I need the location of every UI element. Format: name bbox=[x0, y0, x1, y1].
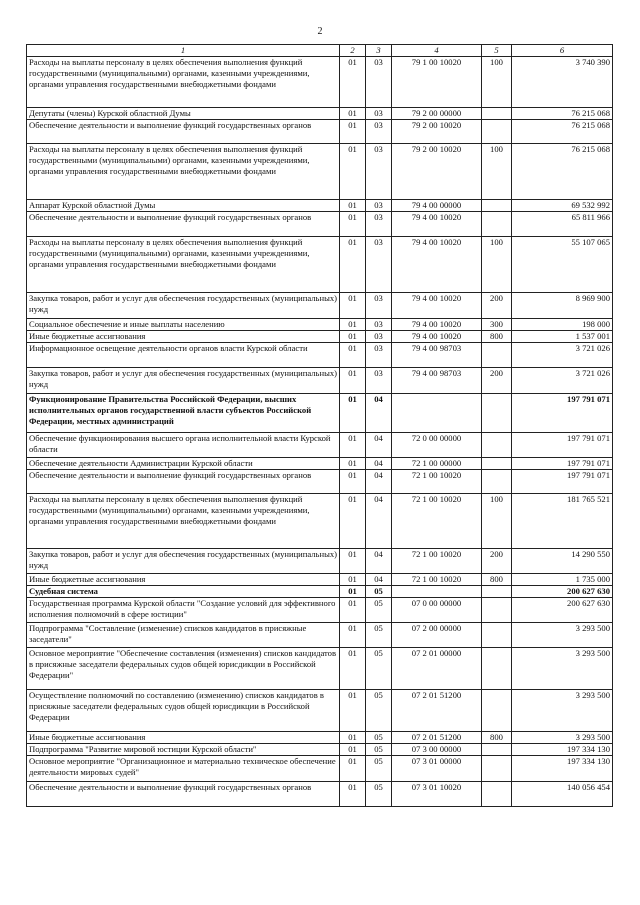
table-row bbox=[27, 144, 613, 200]
row-name-cell: Расходы на выплаты персоналу в целях обеспечения выполнения функций государственными (муниципальными) органами, казенными учреждениями, органами управления государственными внебюджетными фондами bbox=[27, 237, 340, 293]
row-name-cell: Подпрограмма "Развитие мировой юстиции Курской области" bbox=[27, 744, 340, 756]
row-section-cell: 01 bbox=[340, 458, 366, 470]
row-name-cell: Расходы на выплаты персоналу в целях обеспечения выполнения функций государственными (муниципальными) органами, казенными учреждениями, органами управления государственными внебюджетными фондами bbox=[27, 144, 340, 200]
row-subsection-cell: 03 bbox=[366, 108, 392, 120]
row-subsection-cell: 03 bbox=[366, 200, 392, 212]
row-section-cell: 01 bbox=[340, 108, 366, 120]
row-section-cell: 01 bbox=[340, 549, 366, 574]
row-section-cell: 01 bbox=[340, 756, 366, 782]
row-expense-type-cell: 800 bbox=[482, 574, 512, 586]
row-amount-cell: 76 215 068 bbox=[512, 144, 613, 200]
row-target-article-cell: 79 4 00 10020 bbox=[392, 319, 482, 331]
row-section-cell: 01 bbox=[340, 120, 366, 144]
row-section-cell: 01 bbox=[340, 394, 366, 433]
row-amount-cell: 198 000 bbox=[512, 319, 613, 331]
row-amount-cell: 197 791 071 bbox=[512, 470, 613, 494]
row-target-article-cell: 72 1 00 10020 bbox=[392, 574, 482, 586]
row-target-article-cell: 79 4 00 10020 bbox=[392, 212, 482, 237]
row-name-cell: Обеспечение деятельности и выполнение функций государственных органов bbox=[27, 120, 340, 144]
row-target-article-cell: 79 2 00 10020 bbox=[392, 120, 482, 144]
table-row bbox=[27, 237, 613, 293]
row-target-article-cell: 72 1 00 10020 bbox=[392, 549, 482, 574]
row-expense-type-cell bbox=[482, 690, 512, 732]
row-amount-cell: 1 537 001 bbox=[512, 331, 613, 343]
row-section-cell: 01 bbox=[340, 574, 366, 586]
row-name-cell: Обеспечение деятельности и выполнение функций государственных органов bbox=[27, 782, 340, 807]
row-amount-cell: 200 627 630 bbox=[512, 598, 613, 623]
row-name-cell: Иные бюджетные ассигнования bbox=[27, 574, 340, 586]
row-expense-type-cell bbox=[482, 744, 512, 756]
row-target-article-cell: 72 1 00 10020 bbox=[392, 470, 482, 494]
row-name-cell: Судебная система bbox=[27, 586, 340, 598]
row-amount-cell: 76 215 068 bbox=[512, 120, 613, 144]
row-name-cell: Расходы на выплаты персоналу в целях обеспечения выполнения функций государственными (муниципальными) органами, казенными учреждениями, органами управления государственными внебюджетными фондами bbox=[27, 494, 340, 549]
table-row bbox=[27, 394, 613, 433]
row-name-cell: Депутаты (члены) Курской областной Думы bbox=[27, 108, 340, 120]
row-amount-cell: 140 056 454 bbox=[512, 782, 613, 807]
row-expense-type-cell bbox=[482, 623, 512, 648]
row-subsection-cell: 03 bbox=[366, 212, 392, 237]
row-expense-type-cell bbox=[482, 586, 512, 598]
row-subsection-cell: 03 bbox=[366, 319, 392, 331]
row-amount-cell: 197 334 130 bbox=[512, 744, 613, 756]
row-target-article-cell: 07 3 01 00000 bbox=[392, 756, 482, 782]
row-amount-cell: 3 740 390 bbox=[512, 57, 613, 108]
column-header: 1 bbox=[27, 45, 340, 57]
row-expense-type-cell bbox=[482, 343, 512, 368]
table-row bbox=[27, 57, 613, 108]
row-name-cell: Закупка товаров, работ и услуг для обеспечения государственных (муниципальных) нужд bbox=[27, 293, 340, 319]
row-subsection-cell: 04 bbox=[366, 549, 392, 574]
row-subsection-cell: 04 bbox=[366, 574, 392, 586]
row-target-article-cell: 79 2 00 10020 bbox=[392, 144, 482, 200]
table-row bbox=[27, 433, 613, 458]
row-expense-type-cell bbox=[482, 108, 512, 120]
row-amount-cell: 3 721 026 bbox=[512, 368, 613, 394]
row-target-article-cell: 79 4 00 00000 bbox=[392, 200, 482, 212]
row-target-article-cell: 07 3 01 10020 bbox=[392, 782, 482, 807]
row-amount-cell: 1 735 000 bbox=[512, 574, 613, 586]
table-row bbox=[27, 586, 613, 598]
row-subsection-cell: 04 bbox=[366, 433, 392, 458]
row-amount-cell: 200 627 630 bbox=[512, 586, 613, 598]
row-section-cell: 01 bbox=[340, 433, 366, 458]
row-section-cell: 01 bbox=[340, 343, 366, 368]
column-header: 2 bbox=[340, 45, 366, 57]
row-target-article-cell: 07 2 01 00000 bbox=[392, 648, 482, 690]
table-row bbox=[27, 200, 613, 212]
row-subsection-cell: 03 bbox=[366, 57, 392, 108]
table-row bbox=[27, 120, 613, 144]
table-row bbox=[27, 293, 613, 319]
row-name-cell: Обеспечение деятельности и выполнение функций государственных органов bbox=[27, 212, 340, 237]
row-section-cell: 01 bbox=[340, 732, 366, 744]
row-expense-type-cell: 200 bbox=[482, 293, 512, 319]
row-target-article-cell: 07 2 00 00000 bbox=[392, 623, 482, 648]
row-amount-cell: 3 721 026 bbox=[512, 343, 613, 368]
table-row bbox=[27, 648, 613, 690]
row-section-cell: 01 bbox=[340, 293, 366, 319]
row-target-article-cell: 79 4 00 98703 bbox=[392, 368, 482, 394]
table-row bbox=[27, 782, 613, 807]
row-section-cell: 01 bbox=[340, 744, 366, 756]
row-target-article-cell: 72 1 00 10020 bbox=[392, 494, 482, 549]
row-target-article-cell: 72 1 00 00000 bbox=[392, 458, 482, 470]
row-name-cell: Аппарат Курской областной Думы bbox=[27, 200, 340, 212]
row-section-cell: 01 bbox=[340, 494, 366, 549]
table-row bbox=[27, 494, 613, 549]
row-section-cell: 01 bbox=[340, 368, 366, 394]
table-row bbox=[27, 732, 613, 744]
row-subsection-cell: 04 bbox=[366, 458, 392, 470]
row-name-cell: Иные бюджетные ассигнования bbox=[27, 732, 340, 744]
row-subsection-cell: 03 bbox=[366, 120, 392, 144]
row-section-cell: 01 bbox=[340, 623, 366, 648]
row-subsection-cell: 03 bbox=[366, 237, 392, 293]
row-expense-type-cell: 800 bbox=[482, 732, 512, 744]
row-amount-cell: 197 334 130 bbox=[512, 756, 613, 782]
row-expense-type-cell: 800 bbox=[482, 331, 512, 343]
row-target-article-cell: 07 0 00 00000 bbox=[392, 598, 482, 623]
row-expense-type-cell bbox=[482, 648, 512, 690]
row-amount-cell: 197 791 071 bbox=[512, 394, 613, 433]
row-name-cell: Основное мероприятие "Обеспечение составления (изменения) списков кандидатов в присяжные заседатели федеральных судов общей юрисдикции в Российской Федерации" bbox=[27, 648, 340, 690]
row-target-article-cell: 79 4 00 10020 bbox=[392, 331, 482, 343]
row-subsection-cell: 04 bbox=[366, 494, 392, 549]
row-target-article-cell: 07 3 00 00000 bbox=[392, 744, 482, 756]
row-name-cell: Обеспечение деятельности и выполнение функций государственных органов bbox=[27, 470, 340, 494]
row-expense-type-cell bbox=[482, 598, 512, 623]
row-subsection-cell: 05 bbox=[366, 623, 392, 648]
row-name-cell: Социальное обеспечение и иные выплаты населению bbox=[27, 319, 340, 331]
row-amount-cell: 3 293 500 bbox=[512, 690, 613, 732]
row-section-cell: 01 bbox=[340, 782, 366, 807]
row-amount-cell: 65 811 966 bbox=[512, 212, 613, 237]
row-section-cell: 01 bbox=[340, 648, 366, 690]
row-target-article-cell: 72 0 00 00000 bbox=[392, 433, 482, 458]
row-section-cell: 01 bbox=[340, 57, 366, 108]
row-amount-cell: 197 791 071 bbox=[512, 433, 613, 458]
row-target-article-cell: 79 1 00 10020 bbox=[392, 57, 482, 108]
row-expense-type-cell: 200 bbox=[482, 549, 512, 574]
table-row bbox=[27, 690, 613, 732]
row-target-article-cell bbox=[392, 586, 482, 598]
row-amount-cell: 8 969 900 bbox=[512, 293, 613, 319]
row-amount-cell: 69 532 992 bbox=[512, 200, 613, 212]
column-header: 4 bbox=[392, 45, 482, 57]
row-section-cell: 01 bbox=[340, 331, 366, 343]
page-number: 2 bbox=[317, 26, 323, 37]
row-expense-type-cell bbox=[482, 470, 512, 494]
row-subsection-cell: 03 bbox=[366, 331, 392, 343]
table-row bbox=[27, 744, 613, 756]
row-amount-cell: 3 293 500 bbox=[512, 623, 613, 648]
table-row bbox=[27, 623, 613, 648]
row-amount-cell: 3 293 500 bbox=[512, 648, 613, 690]
row-target-article-cell: 79 4 00 10020 bbox=[392, 293, 482, 319]
row-subsection-cell: 05 bbox=[366, 586, 392, 598]
row-subsection-cell: 03 bbox=[366, 144, 392, 200]
row-section-cell: 01 bbox=[340, 319, 366, 331]
row-expense-type-cell: 100 bbox=[482, 237, 512, 293]
column-header: 5 bbox=[482, 45, 512, 57]
row-amount-cell: 55 107 065 bbox=[512, 237, 613, 293]
row-expense-type-cell: 200 bbox=[482, 368, 512, 394]
row-subsection-cell: 03 bbox=[366, 343, 392, 368]
row-target-article-cell bbox=[392, 394, 482, 433]
row-name-cell: Расходы на выплаты персоналу в целях обеспечения выполнения функций государственными (муниципальными) органами, казенными учреждениями, органами управления государственными внебюджетными фондами bbox=[27, 57, 340, 108]
row-expense-type-cell bbox=[482, 458, 512, 470]
row-subsection-cell: 04 bbox=[366, 394, 392, 433]
row-section-cell: 01 bbox=[340, 200, 366, 212]
row-target-article-cell: 07 2 01 51200 bbox=[392, 690, 482, 732]
row-section-cell: 01 bbox=[340, 212, 366, 237]
row-section-cell: 01 bbox=[340, 586, 366, 598]
row-name-cell: Иные бюджетные ассигнования bbox=[27, 331, 340, 343]
row-target-article-cell: 07 2 01 51200 bbox=[392, 732, 482, 744]
row-name-cell: Обеспечение функционирования высшего органа исполнительной власти Курской области bbox=[27, 433, 340, 458]
row-subsection-cell: 03 bbox=[366, 368, 392, 394]
row-subsection-cell: 05 bbox=[366, 690, 392, 732]
row-subsection-cell: 05 bbox=[366, 756, 392, 782]
table-row bbox=[27, 598, 613, 623]
budget-table-body bbox=[27, 57, 613, 807]
table-row bbox=[27, 212, 613, 237]
row-section-cell: 01 bbox=[340, 690, 366, 732]
row-name-cell: Осуществление полномочий по составлению (изменению) списков кандидатов в присяжные заседатели федеральных судов общей юрисдикции в Российской Федерации bbox=[27, 690, 340, 732]
table-row bbox=[27, 458, 613, 470]
row-expense-type-cell bbox=[482, 394, 512, 433]
table-row bbox=[27, 574, 613, 586]
row-name-cell: Закупка товаров, работ и услуг для обеспечения государственных (муниципальных) нужд bbox=[27, 368, 340, 394]
row-subsection-cell: 04 bbox=[366, 470, 392, 494]
row-expense-type-cell: 300 bbox=[482, 319, 512, 331]
row-expense-type-cell bbox=[482, 433, 512, 458]
budget-table bbox=[26, 44, 613, 807]
table-header-row bbox=[27, 45, 613, 57]
table-row bbox=[27, 343, 613, 368]
row-target-article-cell: 79 4 00 10020 bbox=[392, 237, 482, 293]
row-subsection-cell: 05 bbox=[366, 648, 392, 690]
table-row bbox=[27, 319, 613, 331]
row-name-cell: Закупка товаров, работ и услуг для обеспечения государственных (муниципальных) нужд bbox=[27, 549, 340, 574]
row-expense-type-cell: 100 bbox=[482, 494, 512, 549]
row-expense-type-cell bbox=[482, 200, 512, 212]
row-expense-type-cell bbox=[482, 120, 512, 144]
row-amount-cell: 197 791 071 bbox=[512, 458, 613, 470]
row-target-article-cell: 79 2 00 00000 bbox=[392, 108, 482, 120]
row-name-cell: Основное мероприятие "Организационное и материально техническое обеспечение деятельности мировых судей" bbox=[27, 756, 340, 782]
row-name-cell: Обеспечение деятельности Администрации Курской области bbox=[27, 458, 340, 470]
row-subsection-cell: 05 bbox=[366, 732, 392, 744]
row-name-cell: Информационное освещение деятельности органов власти Курской области bbox=[27, 343, 340, 368]
row-name-cell: Государственная программа Курской области "Создание условий для эффективного исполнения полномочий в сфере юстиции" bbox=[27, 598, 340, 623]
row-name-cell: Функционирование Правительства Российской Федерации, высших исполнительных органов государственной власти субъектов Российской Федерации, местных администраций bbox=[27, 394, 340, 433]
table-row bbox=[27, 331, 613, 343]
row-subsection-cell: 05 bbox=[366, 782, 392, 807]
table-row bbox=[27, 549, 613, 574]
table-row bbox=[27, 368, 613, 394]
row-amount-cell: 3 293 500 bbox=[512, 732, 613, 744]
row-section-cell: 01 bbox=[340, 237, 366, 293]
row-expense-type-cell bbox=[482, 782, 512, 807]
row-section-cell: 01 bbox=[340, 598, 366, 623]
column-header: 3 bbox=[366, 45, 392, 57]
row-expense-type-cell bbox=[482, 212, 512, 237]
row-target-article-cell: 79 4 00 98703 bbox=[392, 343, 482, 368]
table-row bbox=[27, 108, 613, 120]
row-expense-type-cell: 100 bbox=[482, 57, 512, 108]
table-row bbox=[27, 470, 613, 494]
row-amount-cell: 14 290 550 bbox=[512, 549, 613, 574]
row-amount-cell: 181 765 521 bbox=[512, 494, 613, 549]
table-row bbox=[27, 756, 613, 782]
row-section-cell: 01 bbox=[340, 144, 366, 200]
row-subsection-cell: 05 bbox=[366, 598, 392, 623]
row-subsection-cell: 03 bbox=[366, 293, 392, 319]
row-section-cell: 01 bbox=[340, 470, 366, 494]
row-amount-cell: 76 215 068 bbox=[512, 108, 613, 120]
row-subsection-cell: 05 bbox=[366, 744, 392, 756]
row-name-cell: Подпрограмма "Составление (изменение) списков кандидатов в присяжные заседатели" bbox=[27, 623, 340, 648]
row-expense-type-cell bbox=[482, 756, 512, 782]
row-expense-type-cell: 100 bbox=[482, 144, 512, 200]
column-header: 6 bbox=[512, 45, 613, 57]
